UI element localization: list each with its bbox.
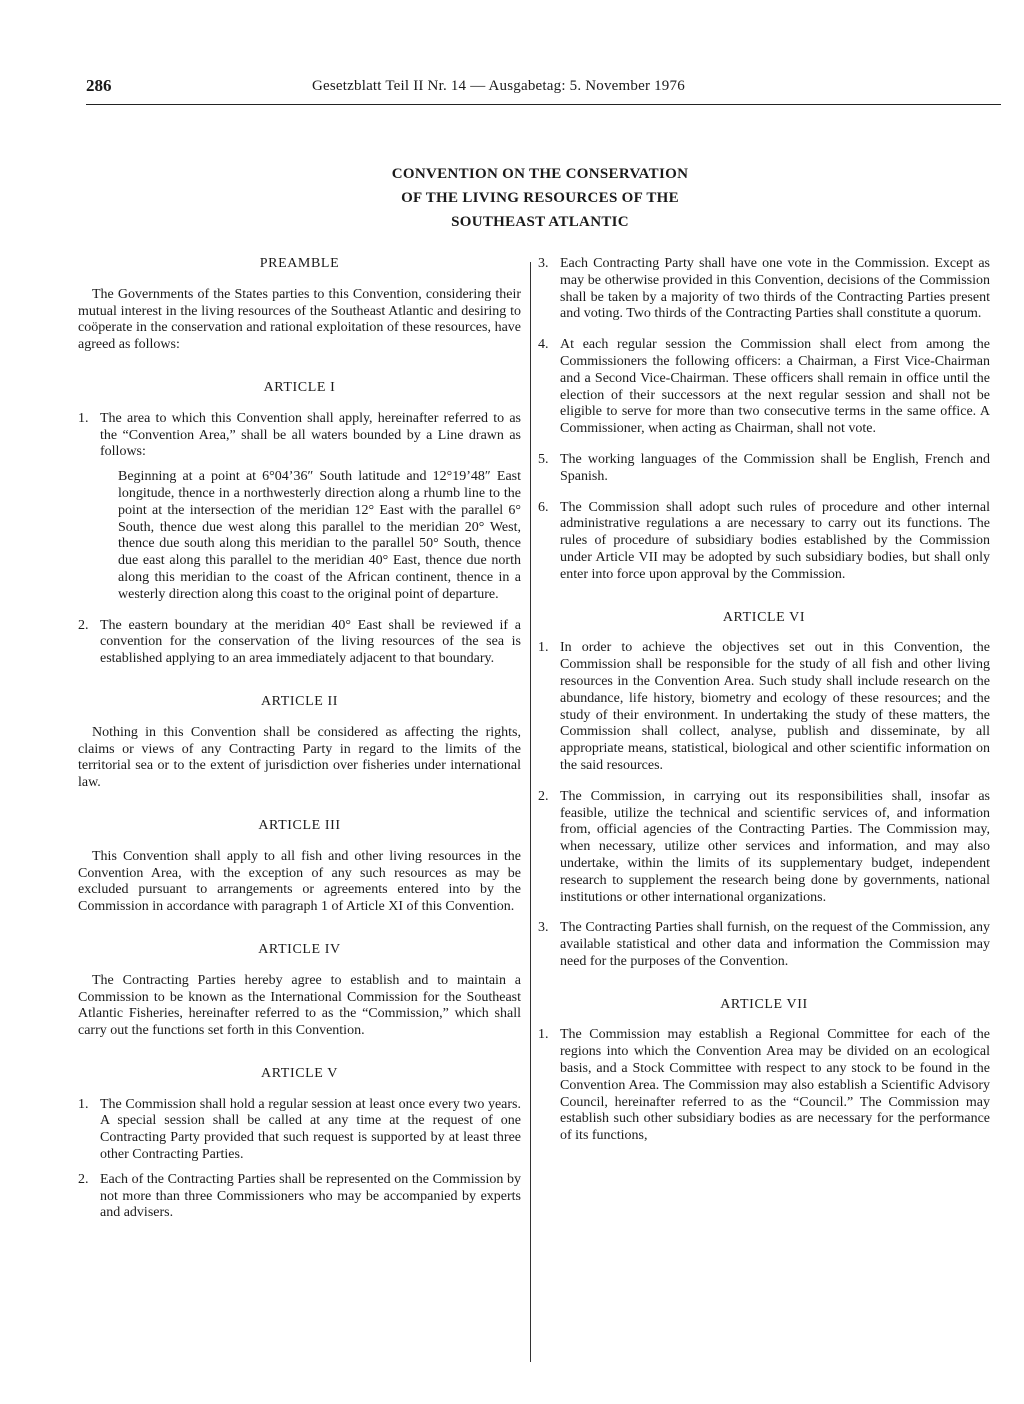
article-6-paragraph-3: [538, 920, 990, 970]
paragraph-text: Each Contracting Party shall have one vote in the Commission. Except as may be otherwise provided in this Convention, decisions of the Commission shall be taken by a majority of two thirds of the Contracting Parties present and voting. Two thirds of the Contracting Parties shall constitute a quorum.: [560, 256, 990, 322]
paragraph-text: The Commission may establish a Regional Committee for each of the regions into which the Convention Area may be divided on an ecological basis, and a Stock Committee with respect to any stock to be found in the Convention Area. The Commission may also establish a Scientific Advisory Council, hereinafter referred to as the “Council.” The Commission may establish such other subsidiary bodies as are necessary for the performance of its functions,: [560, 1027, 990, 1144]
page-header: [86, 74, 1001, 105]
paragraph-number: 5.: [538, 451, 549, 467]
paragraph-text: The Commission shall adopt such rules of procedure and other internal administrative regulations a are necessary to carry out its functions. The rules of procedure of subsidiary bodies established by the Commission under Article VII may be adopted by such subsidiary bodies, but shall only enter into force upon approval by the Commission.: [560, 499, 990, 582]
article-5-paragraph-5: [538, 452, 990, 486]
paragraph-number: 1.: [538, 640, 549, 656]
article-7-heading: ARTICLE VII: [720, 996, 808, 1012]
paragraph-number: 3.: [538, 920, 549, 936]
article-6-heading: ARTICLE VI: [722, 609, 806, 625]
article-1-boundary-description: Beginning at a point at 6°04’36″ South latitude and 12°19’48″ East longitude, thence in a northwesterly direction along a rhumb line to the point at the intersection of the meridian 12° East with the parallel 6° South, thence due west along this parallel to the meridian 20° West, thence due south along this meridian to the parallel 50° South, thence due east along this parallel to the meridian 40° East, thence due north along this meridian to the coast of the African continent, thence in a westerly direction along this coast to the original point of departure.: [118, 469, 521, 602]
paragraph-text: Each of the Contracting Parties shall be represented on the Commission by not more than three Commissioners who may be accompanied by experts and advisers.: [100, 1171, 521, 1221]
paragraph-number: 4.: [538, 337, 549, 353]
article-3-text: This Convention shall apply to all fish and other living resources in the Convention Area, with the exception of any such resources as may be excluded pursuant to arrangements or agreements entered into by the Commission in accordance with paragraph 1 of Article XI of this Convention.: [78, 848, 521, 915]
paragraph-number: 1.: [78, 410, 89, 426]
paragraph-text: At each regular session the Commission shall elect from among the Commissioners the following officers: a Chairman, a First Vice-Chairman and a Second Vice-Chairman. These officers shall remain in office until the election of their successors at the next regular session and shall not be eligible to serve for more than two consecutive terms in the same office. A Commissioner, when acting as Chairman, shall not vote.: [560, 337, 990, 437]
article-4-text: The Contracting Parties hereby agree to establish and to maintain a Commission to be known as the International Commission for the Southeast Atlantic Fisheries, hereinafter referred to as the “Commission,” which shall carry out the functions set forth in this Convention.: [78, 972, 521, 1039]
paragraph-text: The area to which this Convention shall apply, hereinafter referred to as the “Convention Area,” shall be all waters bounded by a Line drawn as follows:: [100, 410, 521, 460]
paragraph-number: 6.: [538, 499, 549, 515]
paragraph-text: The eastern boundary at the meridian 40° East shall be reviewed if a convention for the conservation of the living resources of the sea is established applying to an area immediately adjacent to that boundary.: [100, 617, 521, 667]
article-5-paragraph-4: [538, 337, 990, 438]
paragraph-number: 2.: [78, 1171, 89, 1187]
preamble-text: The Governments of the States parties to this Convention, considering their mutual interest in the living resources of the Southeast Atlantic and desiring to coöperate in the conservation and rational exploitation of these resources, have agreed as follows:: [78, 286, 521, 353]
preamble-heading: PREAMBLE: [259, 256, 340, 271]
paragraph-number: 1.: [538, 1027, 549, 1043]
paragraph-text: The Commission shall hold a regular session at least once every two years. A special session shall be called at any time at the request of one Contracting Party provided that such request is supported by at least three other Contracting Parties.: [100, 1096, 521, 1163]
article-7-paragraph-1: [538, 1027, 990, 1145]
article-6-paragraph-2: [538, 789, 990, 907]
article-1-paragraph-1: [78, 411, 521, 461]
paragraph-number: 3.: [538, 256, 549, 271]
paragraph-text: The Commission, in carrying out its responsibilities shall, insofar as feasible, utilize the technical and scientific services of, and information from, official agencies of the Contracting Parties. The Commission may, when necessary, utilize other services and information, and may also undertake, within the limits of its supplementary budget, independent research to supplement the research being done by governments, national institutions or other international organizations.: [560, 788, 990, 905]
article-1-heading: ARTICLE I: [263, 379, 336, 395]
article-5-paragraph-6: [538, 500, 990, 584]
paragraph-number: 2.: [538, 788, 549, 804]
article-2-text: Nothing in this Convention shall be considered as affecting the rights, claims or views of any Contracting Party in regard to the limits of the territorial sea or to the extent of jurisdiction over fisheries under international law.: [78, 724, 521, 791]
title-line-3: SOUTHEAST ATLANTIC: [451, 214, 629, 230]
page-number: 286: [86, 76, 112, 95]
article-5-paragraph-1: [78, 1097, 521, 1164]
right-column: [538, 256, 990, 1145]
title-line-1: CONVENTION ON THE CONSERVATION: [391, 166, 689, 182]
paragraph-number: 2.: [78, 617, 89, 633]
article-2-heading: ARTICLE II: [260, 693, 339, 709]
article-4-heading: ARTICLE IV: [258, 941, 341, 957]
article-5-paragraph-3: [538, 256, 990, 323]
paragraph-text: The working languages of the Commission shall be English, French and Spanish.: [560, 451, 990, 484]
title-line-2: OF THE LIVING RESOURCES OF THE: [401, 190, 679, 206]
document-title: [300, 162, 780, 234]
running-head: Gesetzblatt Teil II Nr. 14 — Ausgabetag: 5. November 1976: [312, 78, 685, 94]
paragraph-text: The Contracting Parties shall furnish, on the request of the Commission, any available statistical and other data and information the Commission may need for the purposes of the Convention.: [560, 920, 990, 969]
paragraph-text: In order to achieve the objectives set out in this Convention, the Commission shall be responsible for the study of all fish and other living resources in the Convention Area. Such study shall include research on the abundance, life history, biometry and ecology of these resources; and the study of their environment. In undertaking the study of these matters, the Commission shall collect, analyse, publish and disseminate, by all appropriate means, statistical, biological and other scientific information on the said resources.: [560, 640, 990, 773]
left-column: [78, 256, 521, 1222]
article-6-paragraph-1: [538, 640, 990, 774]
column-divider: [530, 262, 531, 1362]
article-5-heading: ARTICLE V: [260, 1065, 339, 1081]
paragraph-number: 1.: [78, 1096, 89, 1112]
article-3-heading: ARTICLE III: [258, 817, 341, 833]
article-1-paragraph-2: [78, 618, 521, 668]
article-5-paragraph-2: [78, 1172, 521, 1222]
